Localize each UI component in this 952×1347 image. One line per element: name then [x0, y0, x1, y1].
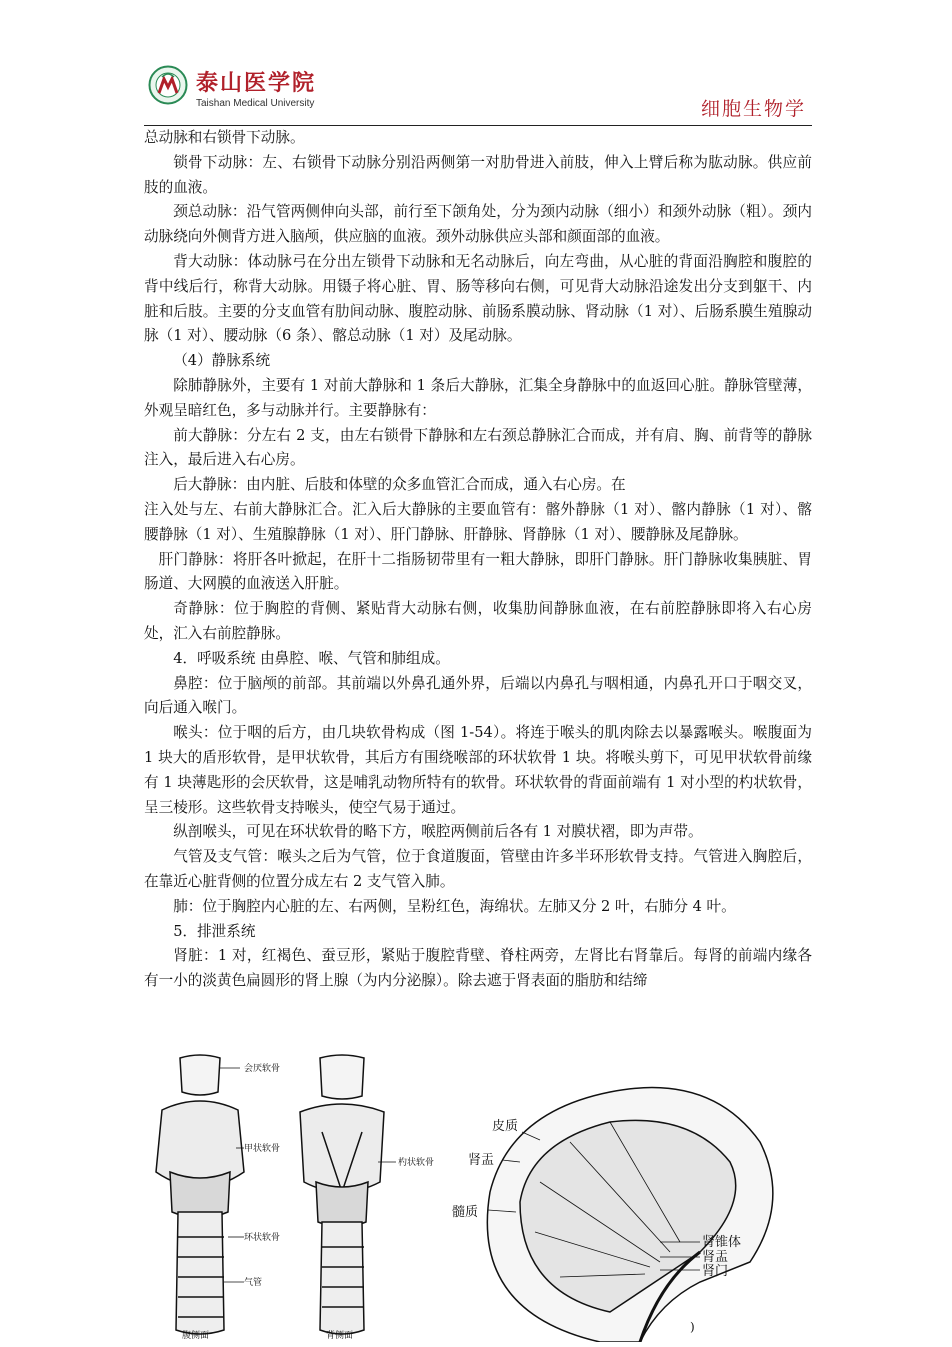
label-dorsal-view: 背侧面	[326, 1331, 354, 1341]
paragraph: 肝门静脉：将肝各叶掀起，在肝十二指肠韧带里有一粗大静脉，即肝门静脉。肝门静脉收集胰脏、胃肠道、大网膜的血液送入肝脏。	[144, 550, 812, 593]
paragraph: 纵剖喉头，可见在环状软骨的略下方，喉腔两侧前后各有 1 对膜状褶，即为声带。	[173, 823, 703, 841]
paragraph: 总动脉和右锁骨下动脉。	[144, 129, 305, 146]
paragraph: 肾脏：1 对，红褐色、蚕豆形，紧贴于腹腔背壁、脊柱两旁，左肾比右肾靠后。每肾的前端内缘各有一小的淡黄色扁圆形的肾上腺（为内分泌腺）。除去遮于肾表面的脂肪和结缔	[144, 947, 812, 990]
paragraph: 奇静脉：位于胸腔的背侧、紧贴背大动脉右侧，收集肋间静脉血液，在右前腔静脉即将入右心房处，汇入右前腔静脉。	[144, 600, 812, 642]
paragraph: 锁骨下动脉：左、右锁骨下动脉分别沿两侧第一对肋骨进入前肢，伸入上臂后称为肱动脉。供应前肢的血液。	[144, 153, 812, 196]
paragraph: 背大动脉：体动脉弓在分出左锁骨下动脉和无名动脉后，向左弯曲，从心脏的背面沿胸腔和腹腔的背中线后行，称背大动脉。用镊子将心脏、胃、肠等移向右侧，可见背大动脉沿途发出分支到躯干、内脏和后肢。主要的分支血管有肋间动脉、腹腔动脉、前肠系膜动脉、肾动脉（1 对）、后肠系膜生殖腺动脉（1 对）、腰动脉（6 条）、髂总动脉（1 对）及尾动脉。	[144, 252, 812, 345]
label-medulla: 髓质	[452, 1205, 479, 1220]
course-title: 细胞生物学	[700, 98, 806, 120]
kidney-section-illustration	[487, 1088, 773, 1342]
paragraph: 后大静脉：由内脏、后肢和体壁的众多血管汇合而成，通入右心房。在	[173, 476, 626, 494]
paragraph: 肺：位于胸腔内心脏的左、右两侧，呈粉红色，海绵状。左肺又分 2 叶，右肺分 4 叶。	[173, 897, 736, 915]
label-arytenoid-cartilage: 杓状软骨	[398, 1158, 435, 1168]
anatomy-figure	[140, 1052, 820, 1342]
label-epiglottis: 会厌软骨	[244, 1064, 281, 1074]
larynx-ventral-illustration	[156, 1055, 244, 1334]
school-name-cn: 泰山医学院	[196, 70, 317, 96]
label-renal-hilum: 肾门	[702, 1264, 729, 1279]
figure-area	[140, 1052, 820, 1342]
paragraph: 颈总动脉：沿气管两侧伸向头部，前行至下颌角处，分为颈内动脉（细小）和颈外动脉（粗）。颈内动脉绕向外侧背方进入脑颅，供应脑的血液。颈外动脉供应头部和颜面部的血液。	[144, 203, 812, 246]
larynx-dorsal-illustration	[300, 1055, 384, 1334]
label-trachea: 气管	[244, 1278, 263, 1288]
label-renal-pyramid: 肾锥体	[702, 1235, 742, 1250]
paragraph: 前大静脉：分左右 2 支，由左右锁骨下静脉和左右颈总静脉汇合而成，并有肩、胸、前背等的静脉注入，最后进入右心房。	[144, 426, 812, 469]
university-emblem-icon	[148, 65, 188, 105]
paragraph: 除肺静脉外，主要有 1 对前大静脉和 1 条后大静脉，汇集全身静脉中的血返回心脏。静脉管壁薄，外观呈暗红色，多与动脉并行。主要静脉有：	[144, 376, 812, 419]
section-heading: 4．呼吸系统 由鼻腔、喉、气管和肺组成。	[173, 649, 450, 667]
label-renal-papilla: 肾盂	[702, 1250, 729, 1265]
label-pelvis-upper: 肾盂	[468, 1153, 495, 1168]
label-thyroid-cartilage: 甲状软骨	[244, 1144, 281, 1154]
page-header	[144, 60, 812, 126]
school-name-en: Taishan Medical University	[196, 98, 315, 109]
page-mark: )	[690, 1320, 695, 1334]
label-cortex: 皮质	[492, 1119, 519, 1134]
paragraph: 气管及支气管：喉头之后为气管，位于食道腹面，管壁由许多半环形软骨支持。气管进入胸腔后，在靠近心脏背侧的位置分成左右 2 支气管入肺。	[144, 848, 812, 890]
paragraph: 鼻腔：位于脑颅的前部。其前端以外鼻孔通外界，后端以内鼻孔与咽相通，内鼻孔开口于咽交叉，向后通入喉门。	[144, 674, 812, 717]
section-heading: 5．排泄系统	[173, 922, 256, 940]
paragraph: 喉头：位于咽的后方，由几块软骨构成（图 1-54）。将连于喉头的肌肉除去以暴露喉头。喉腹面为 1 块大的盾形软骨，是甲状软骨，其后方有围绕喉部的环状软骨 1 块。将喉头剪下，可见甲状软骨前缘有 1 块薄匙形的会厌软骨，这是哺乳动物所特有的软骨。环状软骨的背面前端有 1 对小型的杓状软骨，呈三棱形。这些软骨支持喉头，使空气易于通过。	[144, 724, 812, 816]
label-ventral-view: 腹侧面	[182, 1331, 210, 1341]
document-body	[144, 126, 812, 994]
paragraph: 注入处与左、右前大静脉汇合。汇入后大静脉的主要血管有：髂外静脉（1 对）、髂内静脉（1 对）、髂腰静脉（1 对）、生殖腺静脉（1 对）、肝门静脉、肝静脉、肾静脉（1 对）、腰静脉及尾静脉。	[144, 500, 812, 543]
label-cricoid-cartilage: 环状软骨	[244, 1233, 281, 1243]
section-heading: （4）静脉系统	[173, 352, 271, 370]
